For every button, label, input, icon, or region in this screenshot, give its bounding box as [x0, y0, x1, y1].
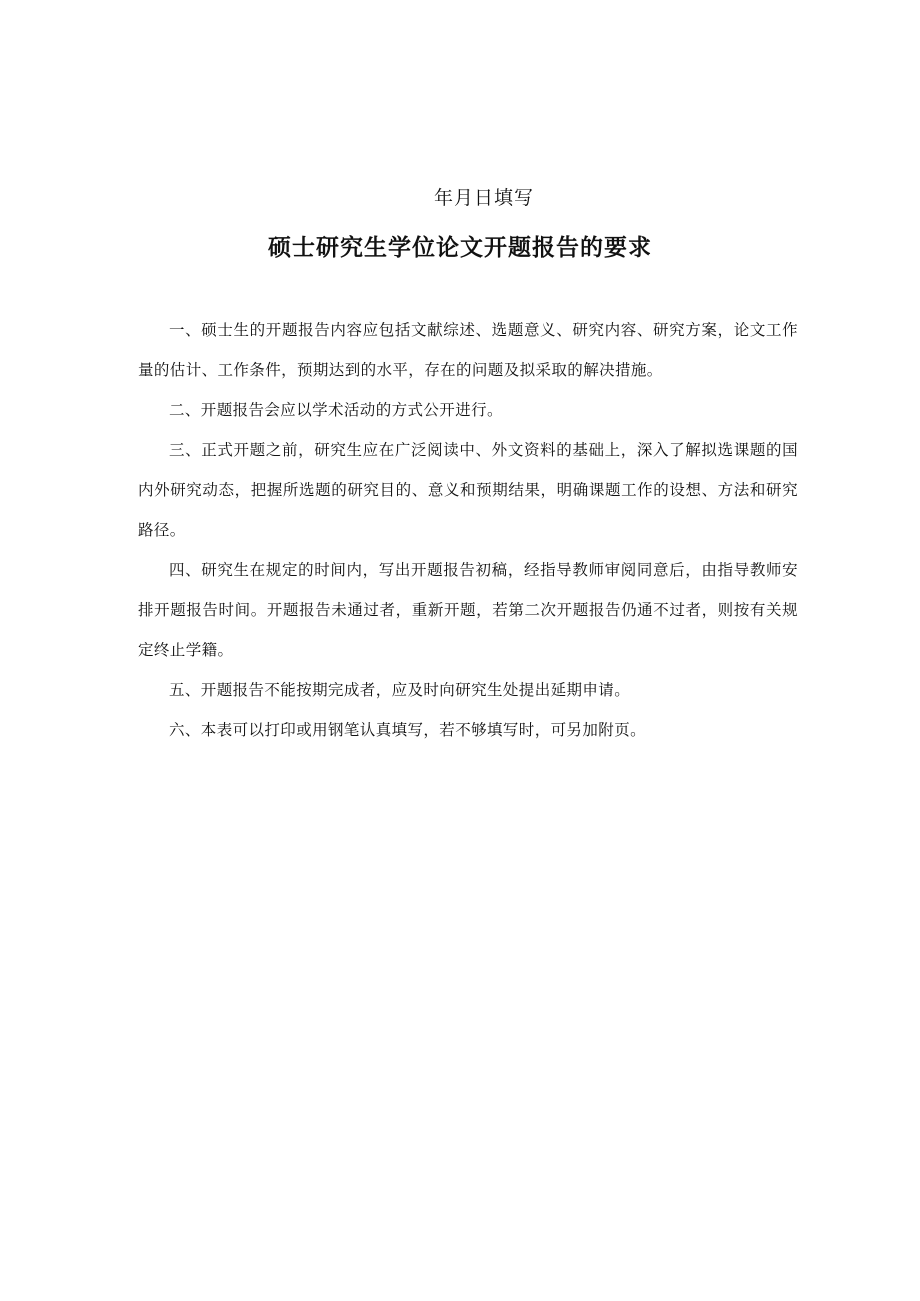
- requirement-item-1: 一、硕士生的开题报告内容应包括文献综述、选题意义、研究内容、研究方案，论文工作量的估计、工作条件，预期达到的水平，存在的问题及拟采取的解决措施。: [138, 321, 798, 379]
- requirement-item-3: 三、正式开题之前，研究生应在广泛阅读中、外文资料的基础上，深入了解拟选课题的国内外研究动态，把握所选题的研究目的、意义和预期结果，明确课题工作的设想、方法和研究路径。: [138, 441, 798, 539]
- requirement-item-6: 六、本表可以打印或用钢笔认真填写，若不够填写时，可另加附页。: [169, 721, 647, 739]
- requirement-item-4: 四、研究生在规定的时间内，写出开题报告初稿，经指导教师审阅同意后，由指导教师安排开题报告时间。开题报告未通过者，重新开题，若第二次开题报告仍通不过者，则按有关规定终止学籍。: [138, 561, 798, 659]
- document-title: 硕士研究生学位论文开题报告的要求: [268, 235, 652, 261]
- requirement-item-2: 二、开题报告会应以学术活动的方式公开进行。: [169, 401, 503, 419]
- fill-date-label: 年月日填写: [433, 187, 534, 209]
- requirements-list: [138, 310, 798, 750]
- requirement-item-5: 五、开题报告不能按期完成者，应及时向研究生处提出延期申请。: [169, 681, 631, 699]
